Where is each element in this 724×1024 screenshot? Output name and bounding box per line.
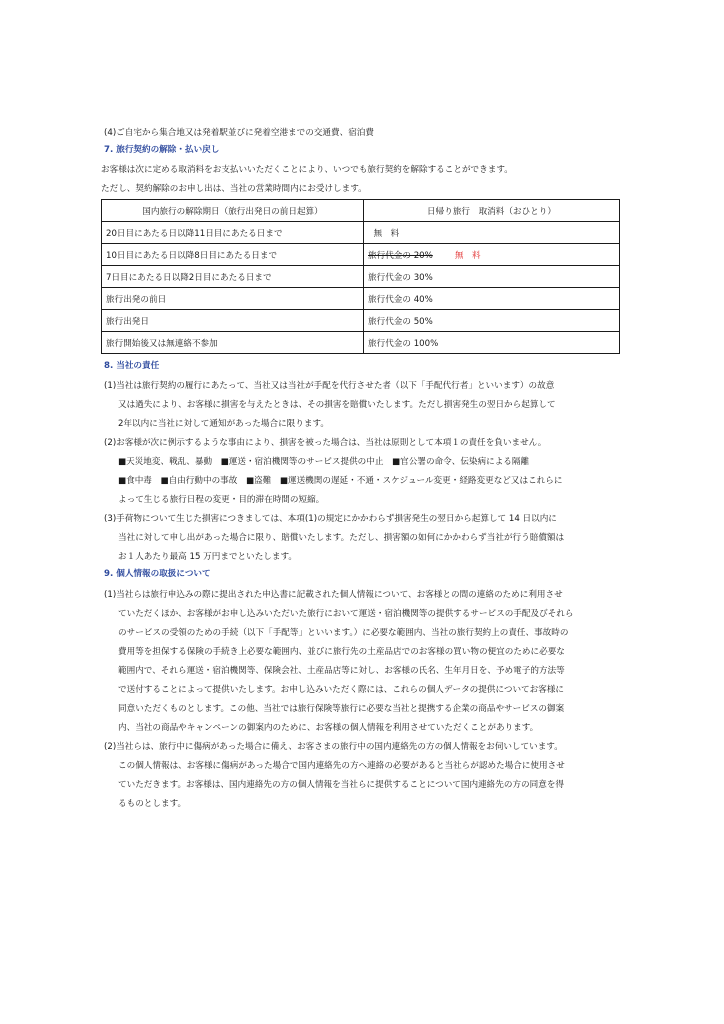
revised-fee-text: 無 料: [454, 250, 481, 261]
table-cell-fee: 旅行代金の 40%: [364, 288, 620, 310]
section-9-text: この個人情報は、お客様に傷病があった場合で国内連絡先の方へ連絡の必要があると当社らが認めた場合に使用させ: [118, 761, 565, 771]
section-8-text: ■天災地変、戦乱、暴動 ■運送・宿泊機関等のサービス提供の中止 ■官公署の命令、伝染病による隔離: [118, 457, 530, 467]
section-9-heading: 9. 個人情報の取扱について: [104, 569, 211, 579]
section-9-text: 費用等を担保する保険の手続き上必要な範囲内、並びに旅行先の土産品店でのお客様の買い物の便宜のために必要な: [118, 647, 565, 657]
cancellation-fee-table: [101, 199, 620, 354]
table-row: [102, 288, 620, 310]
section-9-text: 範囲内で、それら運送・宿泊機関等、保険会社、土産品店等に対し、お客様の氏名、生年月日を、予め電子的方法等: [118, 666, 565, 676]
table-cell-period: 7日目にあたる日以降2日目にあたる日まで: [102, 266, 364, 288]
section-9-text: で送付することによって提供いたします。お申し込みいただく際には、これらの個人データの提供についてお客様に: [118, 685, 565, 695]
table-cell-period: 旅行出発日: [102, 310, 364, 332]
table-cell-fee: 旅行代金の 50%: [364, 310, 620, 332]
section-8-text: よって生じる旅行日程の変更・目的滞在時間の短縮。: [118, 495, 325, 505]
table-header-cell: 国内旅行の解除期日（旅行出発日の前日起算）: [102, 200, 364, 222]
section-8-text: (3)手荷物について生じた損害につきましては、本項(1)の規定にかかわらず損害発生の翌日から起算して 14 日以内に: [104, 514, 557, 524]
table-cell-fee: [364, 244, 620, 266]
table-cell-period: 20日目にあたる日以降11日目にあたる日まで: [102, 222, 364, 244]
table-cell-fee: 旅行代金の 30%: [364, 266, 620, 288]
table-row: [102, 310, 620, 332]
section-9-text: 同意いただくものとします。この他、当社では旅行保険等旅行に必要な当社と提携する企業の商品やサービスの御案: [118, 704, 565, 714]
section-8-text: 2年以内に当社に対して通知があった場合に限ります。: [118, 419, 329, 429]
transport-cost-item: (4)ご自宅から集合地又は発着駅並びに発着空港までの交通費、宿泊費: [104, 128, 374, 138]
section-8-text: お１人あたり最高 15 万円までといたします。: [118, 552, 297, 562]
table-row: [102, 244, 620, 266]
section-8-heading: 8. 当社の責任: [104, 361, 160, 371]
table-row: [102, 332, 620, 354]
table-row: [102, 222, 620, 244]
struck-fee-text: 旅行代金の 20%: [368, 250, 433, 261]
table-cell-fee: [364, 222, 620, 244]
table-row: [102, 266, 620, 288]
section-9-text: (1)当社らは旅行申込みの際に提出された申込書に記載された個人情報について、お客様との間の連絡のために利用させ: [104, 590, 563, 600]
section-9-text: のサービスの受領のための手続（以下「手配等」といいます。）に必要な範囲内、当社の旅行契約上の責任、事故時の: [118, 628, 569, 638]
table-cell-period: 10日目にあたる日以降8日目にあたる日まで: [102, 244, 364, 266]
section-7-text: ただし、契約解除のお申し出は、当社の営業時間内にお受けします。: [101, 184, 367, 194]
table-cell-fee: 旅行代金の 100%: [364, 332, 620, 354]
section-8-text: 当社に対して申し出があった場合に限り、賠償いたします。ただし、損害額の如何にかかわらず当社が行う賠償額は: [118, 533, 565, 543]
section-9-text: 内、当社の商品やキャンペーンの御案内のために、お客様の個人情報を利用させていただくことがあります。: [118, 723, 539, 733]
table-cell-period: 旅行出発の前日: [102, 288, 364, 310]
section-7-text: お客様は次に定める取消料をお支払いいただくことにより、いつでも旅行契約を解除することができます。: [101, 165, 513, 175]
section-9-text: るものとします。: [118, 799, 187, 809]
table-header-row: [102, 200, 620, 222]
section-9-text: ていただくほか、お客様がお申し込みいただいた旅行において運送・宿泊機関等の提供するサービスの手配及びそれら: [118, 609, 574, 619]
section-8-text: 又は過失により、お客様に損害を与えたときは、その損害を賠償いたします。ただし損害発生の翌日から起算して: [118, 400, 556, 410]
table-header-cell: 日帰り旅行 取消料（おひとり）: [364, 200, 620, 222]
table-cell-period: 旅行開始後又は無連絡不参加: [102, 332, 364, 354]
section-9-text: (2)当社らは、旅行中に傷病があった場合に備え、お客さまの旅行中の国内連絡先の方の個人情報をお伺いしています。: [104, 742, 563, 752]
fee-text: 無 料: [373, 228, 400, 239]
section-8-text: (2)お客様が次に例示するような事由により、損害を被った場合は、当社は原則として本項１の責任を負いません。: [104, 438, 547, 448]
section-7-heading: 7. 旅行契約の解除・払い戻し: [104, 145, 220, 155]
section-8-text: (1)当社は旅行契約の履行にあたって、当社又は当社が手配を代行させた者（以下「手配代行者」といいます）の故意: [104, 381, 555, 391]
section-9-text: ていただきます。お客様は、国内連絡先の方の個人情報を当社らに提供することについて国内連絡先の方の同意を得: [118, 780, 565, 790]
section-8-text: ■食中毒 ■自由行動中の事故 ■盗難 ■運送機関の遅延・不通・スケジュール変更・経路変更など又はこれらに: [118, 476, 563, 486]
